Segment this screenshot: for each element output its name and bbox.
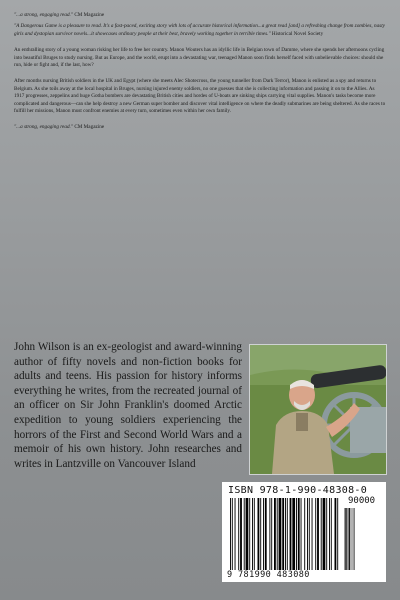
price-code-label: 90000: [348, 496, 376, 506]
author-bio: John Wilson is an ex-geologist and award-winning author of fifty novels and non-fiction books for adults and teens. His passion for history informs everything he writes, from the recreated journal of an officer on Sir John Franklin's doomed Arctic expedition to young soldiers experiencing the horrors of the First and Second World Wars and a memoir of his own history. John researches and writes in Lantzville on Vancouver Island: [14, 341, 242, 470]
blurb-section: [14, 12, 386, 141]
description-paragraph-1: An enthralling story of a young woman risking her life to free her country. Manon Wouters has an idyllic life in Belgian town of Damme, where she spends her afternoons cycling into beautiful Bruges to study nursing. But as Europe, and the world, erupt into a devastating war, teenaged Manon soon finds herself faced with unbelievable choices: should she run, hide or fight and, if the last, how?: [14, 47, 385, 69]
price-barcode: [344, 508, 380, 570]
isbn-label: ISBN 978-1-990-48308-0: [228, 485, 368, 496]
review-quote-1: "...a strong, engaging read." CM Magazine: [14, 12, 105, 18]
author-photo-image: [250, 345, 386, 474]
author-photo: [249, 344, 387, 475]
barcode-number: 9 781990 483080: [227, 570, 310, 580]
review-quote-3: "...a strong, engaging read." CM Magazine: [14, 124, 105, 131]
review-quote-2: "A Dangerous Game is a pleasure to read. It's a fast-paced, exciting story with lots of accurate historical information...a great read [and] a refreshing change from zombies, nasty girls and dystopian survivor novels...it showcases ordinary people at their best, bravely working together in terrible times." Historical Novel Society: [14, 23, 385, 37]
ean-barcode: [230, 498, 340, 570]
description-paragraph-2: After months nursing British soldiers in the UK and Egypt (where she meets Alec Shotecross, the young tunneller from Dark Terror), Manon is enlisted as a spy and returns to Belgium. As she toils away at the local hospital in Bruges, nursing injured enemy soldiers, no one guesses that she is collecting information and passing it on to the Allies. As 1917 progresses, zeppelins and huge Gotha bombers are devastating British cities and hordes of U-boats are sinking ships carrying vital supplies. Manon's tasks become more complicated and dangerous—can she help destroy a new German super bomber and discover vital intelligence on where the deadly submarines are being sheltered. As she races to fulfill her missions, Manon must confront enemies at every turn, sometimes even within her own family.: [14, 78, 386, 115]
barcode-block: [222, 482, 386, 582]
